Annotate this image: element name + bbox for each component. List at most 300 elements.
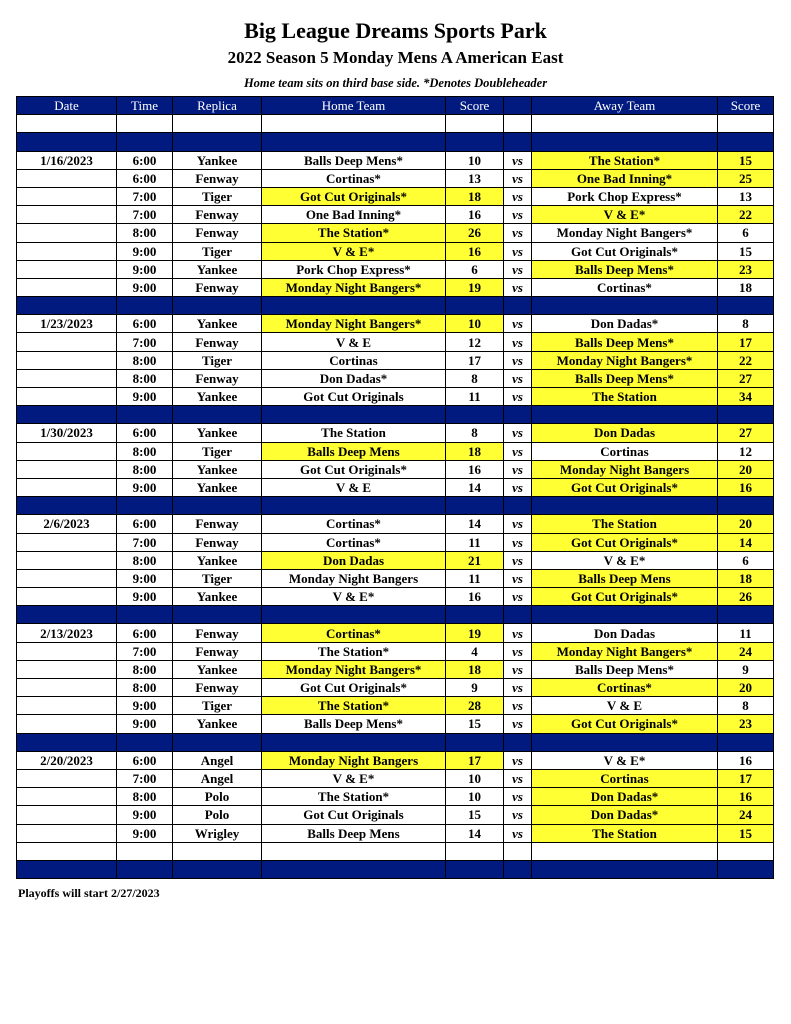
away-team: Balls Deep Mens*: [532, 333, 718, 351]
away-team: Monday Night Bangers*: [532, 351, 718, 369]
game-row: [17, 642, 774, 660]
game-field: Fenway: [173, 533, 262, 551]
away-score: 8: [718, 315, 774, 333]
col-home-team: Home Team: [262, 97, 446, 115]
game-field: Fenway: [173, 169, 262, 187]
game-time: 8:00: [117, 460, 173, 478]
away-team: The Station: [532, 824, 718, 842]
game-date: [17, 715, 117, 733]
away-team: Cortinas*: [532, 278, 718, 296]
blank-row: [17, 842, 774, 860]
game-time: 8:00: [117, 442, 173, 460]
game-field: Angel: [173, 751, 262, 769]
away-team: Balls Deep Mens: [532, 569, 718, 587]
vs-label: vs: [504, 697, 532, 715]
game-field: Yankee: [173, 588, 262, 606]
game-field: Fenway: [173, 624, 262, 642]
home-score: 11: [446, 569, 504, 587]
away-score: 27: [718, 424, 774, 442]
game-field: Fenway: [173, 224, 262, 242]
away-score: 20: [718, 460, 774, 478]
game-field: Yankee: [173, 460, 262, 478]
game-date: [17, 242, 117, 260]
vs-label: vs: [504, 478, 532, 496]
away-team: Got Cut Originals*: [532, 533, 718, 551]
home-team: Cortinas: [262, 351, 446, 369]
page-title: Big League Dreams Sports Park: [244, 18, 547, 43]
home-team: One Bad Inning*: [262, 206, 446, 224]
away-team: Monday Night Bangers*: [532, 642, 718, 660]
vs-label: vs: [504, 624, 532, 642]
game-time: 6:00: [117, 315, 173, 333]
game-row: [17, 679, 774, 697]
home-score: 10: [446, 769, 504, 787]
home-score: 15: [446, 806, 504, 824]
home-score: 16: [446, 588, 504, 606]
game-time: 9:00: [117, 806, 173, 824]
game-date: [17, 460, 117, 478]
away-score: 20: [718, 515, 774, 533]
away-team: Got Cut Originals*: [532, 715, 718, 733]
away-score: 18: [718, 278, 774, 296]
home-score: 12: [446, 333, 504, 351]
section-divider: [17, 860, 774, 878]
game-date: [17, 569, 117, 587]
game-time: 6:00: [117, 169, 173, 187]
home-team: Don Dadas: [262, 551, 446, 569]
away-score: 23: [718, 260, 774, 278]
game-date: [17, 533, 117, 551]
vs-label: vs: [504, 315, 532, 333]
page-note: Home team sits on third base side. *Denotes Doubleheader: [243, 76, 548, 90]
game-date: [17, 351, 117, 369]
home-team: Don Dadas*: [262, 369, 446, 387]
away-team: Don Dadas*: [532, 315, 718, 333]
home-score: 16: [446, 206, 504, 224]
home-score: 26: [446, 224, 504, 242]
vs-label: vs: [504, 388, 532, 406]
home-score: 16: [446, 460, 504, 478]
game-time: 9:00: [117, 588, 173, 606]
game-date: [17, 478, 117, 496]
home-score: 11: [446, 533, 504, 551]
game-row: [17, 806, 774, 824]
vs-label: vs: [504, 769, 532, 787]
home-team: The Station*: [262, 224, 446, 242]
away-team: V & E*: [532, 751, 718, 769]
game-time: 8:00: [117, 788, 173, 806]
home-team: Balls Deep Mens*: [262, 715, 446, 733]
game-field: Yankee: [173, 315, 262, 333]
section-divider: [17, 297, 774, 315]
schedule-body: [17, 115, 774, 879]
away-team: Got Cut Originals*: [532, 242, 718, 260]
away-score: 23: [718, 715, 774, 733]
away-team: Cortinas: [532, 769, 718, 787]
vs-label: vs: [504, 424, 532, 442]
game-date: [17, 224, 117, 242]
home-score: 18: [446, 442, 504, 460]
game-row: [17, 388, 774, 406]
home-team: Balls Deep Mens*: [262, 151, 446, 169]
away-team: One Bad Inning*: [532, 169, 718, 187]
home-team: Cortinas*: [262, 515, 446, 533]
away-team: Monday Night Bangers: [532, 460, 718, 478]
away-score: 15: [718, 151, 774, 169]
game-time: 9:00: [117, 260, 173, 278]
home-team: Got Cut Originals: [262, 388, 446, 406]
game-time: 7:00: [117, 187, 173, 205]
game-date: [17, 442, 117, 460]
section-divider: [17, 606, 774, 624]
game-time: 9:00: [117, 278, 173, 296]
game-row: [17, 424, 774, 442]
game-row: [17, 151, 774, 169]
game-date: [17, 333, 117, 351]
vs-label: vs: [504, 660, 532, 678]
away-team: Cortinas*: [532, 679, 718, 697]
game-time: 8:00: [117, 369, 173, 387]
game-row: [17, 315, 774, 333]
home-score: 18: [446, 187, 504, 205]
game-row: [17, 224, 774, 242]
game-date: [17, 769, 117, 787]
away-score: 27: [718, 369, 774, 387]
game-field: Fenway: [173, 333, 262, 351]
away-team: Don Dadas*: [532, 806, 718, 824]
vs-label: vs: [504, 333, 532, 351]
vs-label: vs: [504, 715, 532, 733]
home-team: Monday Night Bangers: [262, 569, 446, 587]
game-time: 6:00: [117, 424, 173, 442]
game-field: Yankee: [173, 151, 262, 169]
vs-label: vs: [504, 460, 532, 478]
vs-label: vs: [504, 788, 532, 806]
home-team: Balls Deep Mens: [262, 442, 446, 460]
game-field: Tiger: [173, 187, 262, 205]
vs-label: vs: [504, 588, 532, 606]
game-date: [17, 369, 117, 387]
home-team: Cortinas*: [262, 533, 446, 551]
game-date: 1/30/2023: [17, 424, 117, 442]
game-date: [17, 588, 117, 606]
home-score: 21: [446, 551, 504, 569]
away-score: 34: [718, 388, 774, 406]
col-replica: Replica: [173, 97, 262, 115]
game-field: Yankee: [173, 388, 262, 406]
game-row: [17, 660, 774, 678]
game-field: Yankee: [173, 260, 262, 278]
game-row: [17, 515, 774, 533]
home-team: Monday Night Bangers*: [262, 278, 446, 296]
vs-label: vs: [504, 569, 532, 587]
section-divider: [17, 497, 774, 515]
game-row: [17, 824, 774, 842]
home-score: 14: [446, 824, 504, 842]
home-score: 16: [446, 242, 504, 260]
away-score: 24: [718, 806, 774, 824]
vs-label: vs: [504, 351, 532, 369]
game-field: Polo: [173, 788, 262, 806]
vs-label: vs: [504, 515, 532, 533]
away-team: V & E*: [532, 206, 718, 224]
game-field: Tiger: [173, 242, 262, 260]
game-date: [17, 679, 117, 697]
home-team: Got Cut Originals*: [262, 187, 446, 205]
vs-label: vs: [504, 151, 532, 169]
game-date: [17, 388, 117, 406]
playoffs-note: Playoffs will start 2/27/2023: [18, 886, 160, 900]
game-time: 8:00: [117, 351, 173, 369]
away-score: 6: [718, 551, 774, 569]
game-row: [17, 460, 774, 478]
away-score: 26: [718, 588, 774, 606]
home-score: 10: [446, 315, 504, 333]
section-divider: [17, 133, 774, 151]
section-divider: [17, 733, 774, 751]
col-time: Time: [117, 97, 173, 115]
home-team: The Station: [262, 424, 446, 442]
game-date: [17, 206, 117, 224]
game-field: Fenway: [173, 642, 262, 660]
col-vs: [504, 97, 532, 115]
col-home-score: Score: [446, 97, 504, 115]
game-row: [17, 697, 774, 715]
game-time: 9:00: [117, 478, 173, 496]
game-row: [17, 588, 774, 606]
away-score: 16: [718, 478, 774, 496]
home-score: 13: [446, 169, 504, 187]
schedule-table: [16, 96, 774, 879]
game-row: [17, 351, 774, 369]
away-score: 20: [718, 679, 774, 697]
game-time: 7:00: [117, 206, 173, 224]
game-field: Polo: [173, 806, 262, 824]
game-time: 9:00: [117, 242, 173, 260]
game-date: [17, 169, 117, 187]
game-date: [17, 660, 117, 678]
vs-label: vs: [504, 224, 532, 242]
game-date: 2/20/2023: [17, 751, 117, 769]
away-team: Don Dadas: [532, 424, 718, 442]
game-time: 7:00: [117, 333, 173, 351]
away-team: Balls Deep Mens*: [532, 660, 718, 678]
game-time: 9:00: [117, 569, 173, 587]
home-team: Balls Deep Mens: [262, 824, 446, 842]
game-field: Fenway: [173, 206, 262, 224]
col-away-team: Away Team: [532, 97, 718, 115]
away-team: The Station: [532, 515, 718, 533]
game-date: [17, 824, 117, 842]
game-time: 7:00: [117, 533, 173, 551]
home-score: 10: [446, 788, 504, 806]
game-row: [17, 442, 774, 460]
away-team: The Station: [532, 388, 718, 406]
away-score: 22: [718, 206, 774, 224]
home-team: Monday Night Bangers*: [262, 315, 446, 333]
home-score: 15: [446, 715, 504, 733]
game-field: Tiger: [173, 442, 262, 460]
game-date: [17, 697, 117, 715]
game-row: [17, 715, 774, 733]
game-time: 8:00: [117, 660, 173, 678]
game-field: Angel: [173, 769, 262, 787]
game-time: 9:00: [117, 715, 173, 733]
away-score: 8: [718, 697, 774, 715]
game-row: [17, 533, 774, 551]
home-score: 28: [446, 697, 504, 715]
vs-label: vs: [504, 806, 532, 824]
away-team: V & E*: [532, 551, 718, 569]
away-team: Don Dadas*: [532, 788, 718, 806]
away-score: 17: [718, 333, 774, 351]
game-time: 8:00: [117, 679, 173, 697]
game-time: 8:00: [117, 224, 173, 242]
game-field: Tiger: [173, 697, 262, 715]
game-row: [17, 278, 774, 296]
away-team: The Station*: [532, 151, 718, 169]
home-score: 8: [446, 424, 504, 442]
col-away-score: Score: [718, 97, 774, 115]
away-team: Monday Night Bangers*: [532, 224, 718, 242]
home-score: 4: [446, 642, 504, 660]
game-date: [17, 260, 117, 278]
away-score: 25: [718, 169, 774, 187]
away-score: 12: [718, 442, 774, 460]
vs-label: vs: [504, 442, 532, 460]
game-date: [17, 278, 117, 296]
home-score: 8: [446, 369, 504, 387]
away-team: Balls Deep Mens*: [532, 369, 718, 387]
away-team: Balls Deep Mens*: [532, 260, 718, 278]
game-row: [17, 569, 774, 587]
away-score: 22: [718, 351, 774, 369]
away-team: Got Cut Originals*: [532, 478, 718, 496]
game-row: [17, 187, 774, 205]
game-date: [17, 806, 117, 824]
away-score: 13: [718, 187, 774, 205]
home-team: Got Cut Originals: [262, 806, 446, 824]
game-date: [17, 551, 117, 569]
game-row: [17, 478, 774, 496]
away-score: 11: [718, 624, 774, 642]
home-team: Got Cut Originals*: [262, 679, 446, 697]
away-team: Got Cut Originals*: [532, 588, 718, 606]
vs-label: vs: [504, 187, 532, 205]
game-time: 9:00: [117, 697, 173, 715]
home-team: Cortinas*: [262, 624, 446, 642]
game-time: 6:00: [117, 751, 173, 769]
home-score: 17: [446, 751, 504, 769]
away-score: 16: [718, 751, 774, 769]
away-score: 15: [718, 824, 774, 842]
game-time: 8:00: [117, 551, 173, 569]
game-time: 9:00: [117, 824, 173, 842]
vs-label: vs: [504, 642, 532, 660]
game-date: [17, 642, 117, 660]
game-field: Yankee: [173, 660, 262, 678]
game-field: Tiger: [173, 569, 262, 587]
home-team: V & E*: [262, 242, 446, 260]
away-score: 9: [718, 660, 774, 678]
game-field: Wrigley: [173, 824, 262, 842]
vs-label: vs: [504, 679, 532, 697]
game-field: Fenway: [173, 515, 262, 533]
game-field: Yankee: [173, 551, 262, 569]
home-team: The Station*: [262, 788, 446, 806]
home-score: 10: [446, 151, 504, 169]
blank-row: [17, 115, 774, 133]
vs-label: vs: [504, 206, 532, 224]
home-team: The Station*: [262, 697, 446, 715]
away-score: 24: [718, 642, 774, 660]
game-date: [17, 788, 117, 806]
game-row: [17, 624, 774, 642]
game-row: [17, 369, 774, 387]
game-row: [17, 788, 774, 806]
home-team: The Station*: [262, 642, 446, 660]
game-date: 1/16/2023: [17, 151, 117, 169]
away-score: 15: [718, 242, 774, 260]
vs-label: vs: [504, 260, 532, 278]
away-score: 16: [718, 788, 774, 806]
game-row: [17, 242, 774, 260]
game-date: [17, 187, 117, 205]
game-row: [17, 206, 774, 224]
game-row: [17, 751, 774, 769]
vs-label: vs: [504, 369, 532, 387]
home-team: Monday Night Bangers: [262, 751, 446, 769]
game-time: 7:00: [117, 642, 173, 660]
home-team: Got Cut Originals*: [262, 460, 446, 478]
away-team: Cortinas: [532, 442, 718, 460]
game-time: 9:00: [117, 388, 173, 406]
game-time: 6:00: [117, 624, 173, 642]
game-time: 6:00: [117, 515, 173, 533]
game-date: 2/13/2023: [17, 624, 117, 642]
home-team: V & E: [262, 478, 446, 496]
game-time: 6:00: [117, 151, 173, 169]
game-field: Tiger: [173, 351, 262, 369]
home-score: 19: [446, 624, 504, 642]
vs-label: vs: [504, 242, 532, 260]
game-field: Yankee: [173, 715, 262, 733]
home-team: V & E*: [262, 769, 446, 787]
home-team: Monday Night Bangers*: [262, 660, 446, 678]
game-row: [17, 551, 774, 569]
game-row: [17, 260, 774, 278]
game-field: Yankee: [173, 478, 262, 496]
home-score: 11: [446, 388, 504, 406]
home-team: Pork Chop Express*: [262, 260, 446, 278]
home-score: 19: [446, 278, 504, 296]
home-score: 6: [446, 260, 504, 278]
game-field: Fenway: [173, 369, 262, 387]
away-score: 17: [718, 769, 774, 787]
away-score: 14: [718, 533, 774, 551]
away-team: V & E: [532, 697, 718, 715]
vs-label: vs: [504, 169, 532, 187]
home-team: V & E*: [262, 588, 446, 606]
page-subtitle: 2022 Season 5 Monday Mens A American East: [227, 48, 564, 67]
away-score: 6: [718, 224, 774, 242]
col-date: Date: [17, 97, 117, 115]
away-team: Don Dadas: [532, 624, 718, 642]
game-field: Yankee: [173, 424, 262, 442]
game-date: 1/23/2023: [17, 315, 117, 333]
game-field: Fenway: [173, 679, 262, 697]
vs-label: vs: [504, 278, 532, 296]
